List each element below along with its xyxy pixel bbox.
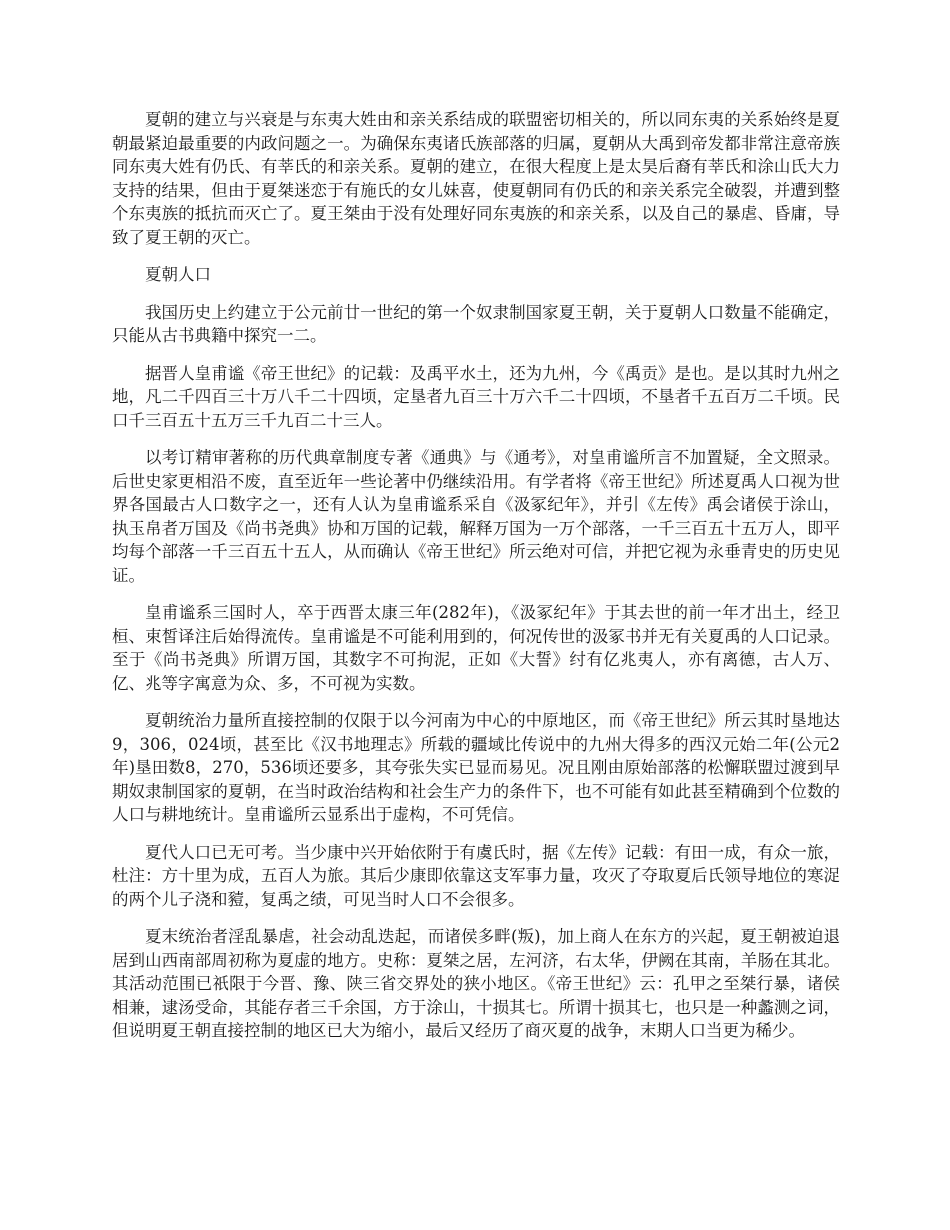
paragraph-intro: 我国历史上约建立于公元前廿一世纪的第一个奴隶制国家夏王朝，关于夏朝人口数量不能确定，只能从古书典籍中探究一二。 [112,302,840,345]
paragraph-late-xia: 夏末统治者淫乱暴虐，社会动乱迭起，而诸侯多畔(叛)，加上商人在东方的兴起，夏王朝被迫退居到山西南部周初称为夏虚的地方。史称：夏桀之居，左河济，右太华，伊阙在其南，羊肠在其北。其活动范围已祇限于今晋、豫、陕三省交界处的狭小地区。《帝王世纪》云：孔甲之至桀行暴，诸侯相兼，逮汤受命，其能存者三千余国，方于涂山，十损其七。所谓十损其七，也只是一种蠡测之词，但说明夏王朝直接控制的地区已大为缩小，最后又经历了商灭夏的战争，末期人口当更为稀少。 [112,927,840,1040]
paragraph-territory: 夏朝统治力量所直接控制的仅限于以今河南为中心的中原地区，而《帝王世纪》所云其时垦地达9，306，024顷，甚至比《汉书地理志》所载的疆域比传说中的九州大得多的西汉元始二年(公元2年)垦田数8，270，536顷还要多，其夸张失实已显而易见。况且刚由原始部落的松懈联盟过渡到早期奴隶制国家的夏朝，在当时政治结构和社会生产力的条件下，也不可能有如此甚至精确到个位数的人口与耕地统计。皇甫谧所云显系出于虚构，不可凭信。 [112,711,840,824]
paragraph-tongdian: 以考订精审著称的历代典章制度专著《通典》与《通考》，对皇甫谧所言不加置疑，全文照录。后世史家更相沿不废，直至近年一些论著中仍继续沿用。有学者将《帝王世纪》所述夏禹人口视为世界各国最古人口数字之一，还有人认为皇甫谧系采自《汲冢纪年》，并引《左传》禹会诸侯于涂山，执玉帛者万国及《尚书尧典》协和万国的记载，解释万国为一万个部落，一千三百五十五万人，即平均每个部落一千三百五十五人，从而确认《帝王世纪》所云绝对可信，并把它视为永垂青史的历史见证。 [112,448,840,585]
document-body [112,108,840,1057]
paragraph-shaokang: 夏代人口已无可考。当少康中兴开始依附于有虞氏时，据《左传》记载：有田一成，有众一旅，杜注：方十里为成，五百人为旅。其后少康即依靠这支军事力量，攻灭了夺取夏后氏领导地位的寒浞的两个儿子浇和豷，复禹之绩，可见当时人口不会很多。 [112,842,840,909]
paragraph-huangfu-mi: 皇甫谧系三国时人，卒于西晋太康三年(282年)，《汲冢纪年》于其去世的前一年才出土，经卫桓、束皙译注后始得流传。皇甫谧是不可能利用到的，何况传世的汲冢书并无有关夏禹的人口记录。至于《尚书尧典》所谓万国，其数字不可拘泥，正如《大誓》纣有亿兆夷人，亦有离德，古人万、亿、兆等字寓意为众、多，不可视为实数。 [112,603,840,693]
paragraph-diwang-shiji: 据晋人皇甫谧《帝王世纪》的记载：及禹平水土，还为九州，今《禹贡》是也。是以其时九州之地，凡二千四百三十万八千二十四顷，定垦者九百三十万六千二十四顷，不垦者千五百万二千顷。民口千三百五十五万三千九百二十三人。 [112,363,840,430]
paragraph-xia-dongyi: 夏朝的建立与兴衰是与东夷大姓由和亲关系结成的联盟密切相关的，所以同东夷的关系始终是夏朝最紧迫最重要的内政问题之一。为确保东夷诸氏族部落的归属，夏朝从大禹到帝发都非常注意帝族同东夷大姓有仍氏、有莘氏的和亲关系。夏朝的建立，在很大程度上是太昊后裔有莘氏和涂山氏大力支持的结果，但由于夏桀迷恋于有施氏的女儿妹喜，使夏朝同有仍氏的和亲关系完全破裂，并遭到整个东夷族的抵抗而灭亡了。夏王桀由于没有处理好同东夷族的和亲关系，以及自己的暴虐、昏庸，导致了夏王朝的灭亡。 [112,110,840,247]
section-heading-xia-population: 夏朝人口 [145,265,211,284]
